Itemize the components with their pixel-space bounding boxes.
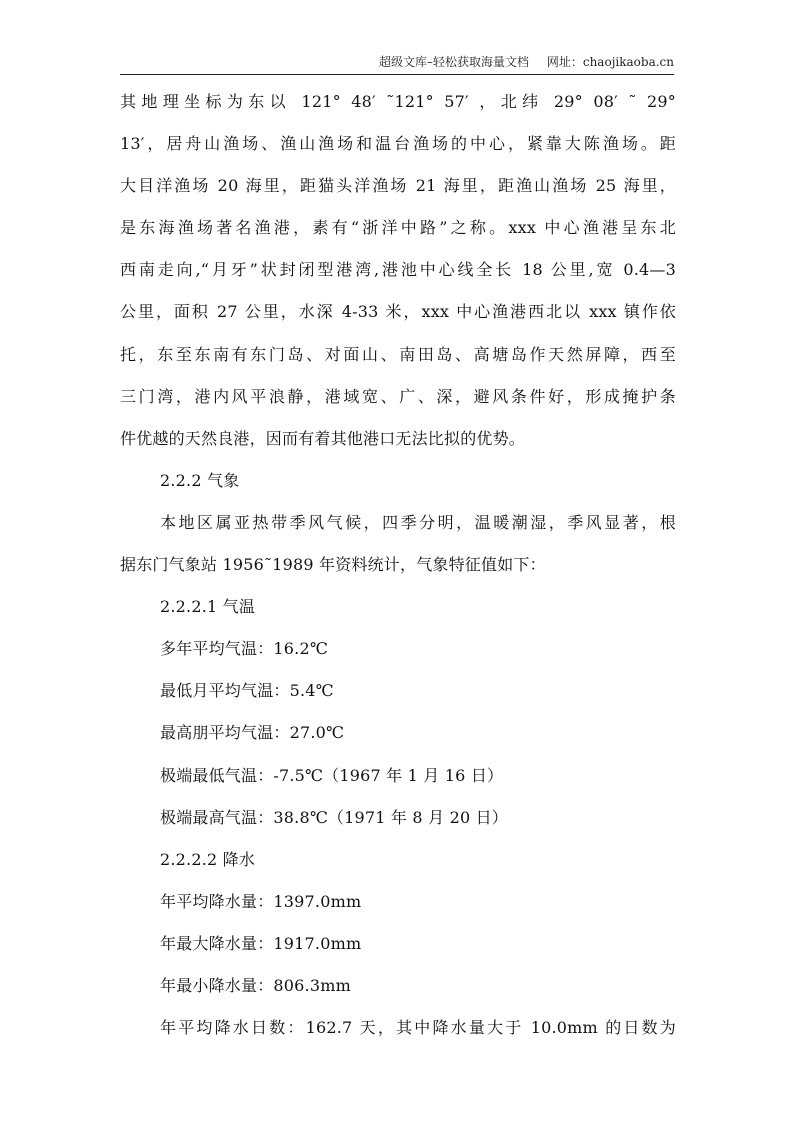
section-heading-precipitation: 2.2.2.2 降水	[160, 849, 256, 869]
text-line: 托，东至东南有东门岛、对面山、南田岛、高塘岛作天然屏障，西至	[120, 344, 676, 364]
text-line: 三门湾，港内风平浪静，港域宽、广、深，避风条件好，形成掩护条	[120, 386, 676, 406]
text-line: 据东门气象站 1956˜1989 年资料统计，气象特征值如下：	[120, 555, 546, 575]
stat-line: 极端最低气温：-7.5℃（1967 年 1 月 16 日）	[160, 765, 504, 785]
stat-line: 年平均降水量：1397.0mm	[160, 891, 362, 911]
text-line: 13′，居舟山渔场、渔山渔场和温台渔场的中心，紧靠大陈渔场。距	[120, 134, 676, 154]
text-line: 大目洋渔场 20 海里，距猫头洋渔场 21 海里，距渔山渔场 25 海里，	[120, 176, 676, 196]
stat-line: 年最大降水量：1917.0mm	[160, 933, 362, 953]
stat-line: 最高朋平均气温：27.0℃	[160, 723, 345, 743]
document-body	[120, 81, 676, 1049]
header-site-name: 超级文库–轻松获取海量文档	[379, 55, 530, 69]
header-url: 网址：chaojikaoba.cn	[546, 55, 674, 69]
stat-line: 年平均降水日数：162.7 天，其中降水量大于 10.0mm 的日数为	[160, 1018, 676, 1038]
stat-line: 极端最高气温：38.8℃（1971 年 8 月 20 日）	[160, 807, 509, 827]
stat-line: 年最小降水量：806.3mm	[160, 975, 351, 995]
text-line: 西南走向,“月牙”状封闭型港湾,港池中心线全长 18 公里,宽 0.4—3	[120, 260, 676, 280]
text-line: 件优越的天然良港，因而有着其他港口无法比拟的优势。	[120, 428, 526, 448]
page-header	[120, 54, 674, 75]
stat-line: 最低月平均气温：5.4℃	[160, 681, 334, 701]
section-heading-temperature: 2.2.2.1 气温	[160, 597, 256, 617]
stat-line: 多年平均气温：16.2℃	[160, 639, 328, 659]
text-line: 其地理坐标为东以 121° 48′ ˜121° 57′ ，北纬 29° 08′ ˜ 29°	[120, 92, 676, 111]
text-line: 是东海渔场著名渔港，素有“浙洋中路”之称。xxx 中心渔港呈东北	[120, 218, 676, 238]
text-line: 本地区属亚热带季风气候，四季分明，温暖潮湿，季风显著，根	[160, 512, 676, 532]
text-line: 公里，面积 27 公里，水深 4-33 米，xxx 中心渔港西北以 xxx 镇作依	[120, 302, 676, 322]
section-heading-meteorology: 2.2.2 气象	[160, 470, 240, 490]
